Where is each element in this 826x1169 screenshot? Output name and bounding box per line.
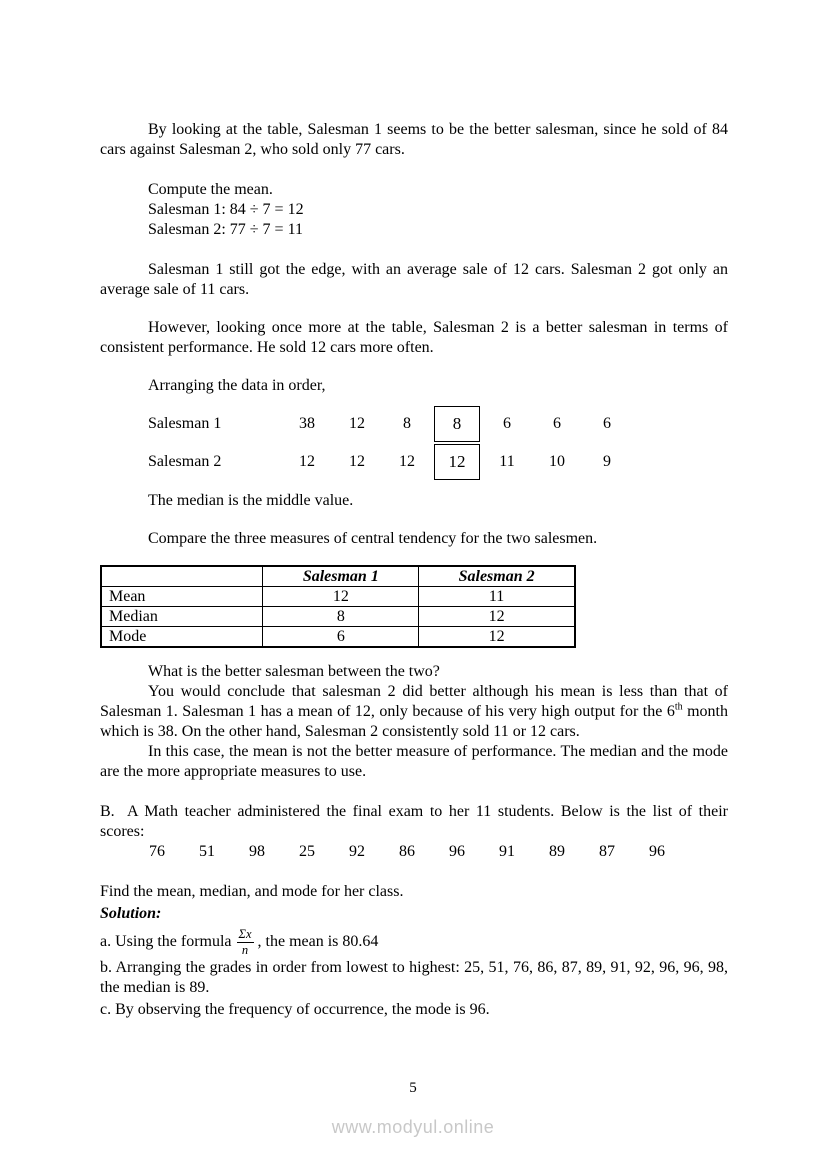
- ordered-value-text: 6: [503, 415, 511, 432]
- score-value: 96: [649, 843, 665, 860]
- ordered-value: [382, 414, 432, 434]
- ordered-value-median: [432, 406, 482, 442]
- solution-a-prefix: a. Using the formula: [100, 933, 232, 950]
- score-value: 91: [499, 843, 515, 860]
- ordered-value-text: 6: [603, 415, 611, 432]
- ordered-value-text: 9: [603, 453, 611, 470]
- score-value: 76: [149, 843, 165, 860]
- table-header-salesman1: Salesman 1: [263, 566, 419, 587]
- ordered-value: [282, 414, 332, 434]
- table-cell-median-s2: 12: [419, 607, 575, 627]
- ordered-row-label: Salesman 1: [148, 415, 222, 432]
- ordered-value: [582, 452, 632, 472]
- solution-item-b: b. Arranging the grades in order from lowest to highest: 25, 51, 76, 86, 87, 89, 91, 92, 96, 96, 98, the median is 89.: [100, 959, 728, 996]
- ordered-value: [532, 452, 582, 472]
- find-line: Find the mean, median, and mode for her class.: [100, 883, 404, 900]
- ordered-value-text: 6: [553, 415, 561, 432]
- conclude-text-before: You would conclude that salesman 2 did better although his mean is less than that of Salesman 1. Salesman 1 has a mean of 12, only because of his very high output for the 6: [100, 683, 728, 720]
- score-value: 98: [249, 843, 265, 860]
- median-value-box: [434, 444, 480, 480]
- solution-item-a: [100, 926, 728, 958]
- ordered-value-text: 11: [499, 453, 515, 470]
- score-value: 87: [599, 843, 615, 860]
- table-row-label: Mean: [101, 587, 263, 607]
- page-content: [100, 120, 728, 1020]
- section-b-paragraph: B. A Math teacher administered the final exam to her 11 students. Below is the list of their scores:: [100, 803, 728, 840]
- solution-item-c: c. By observing the frequency of occurrence, the mode is 96.: [100, 1001, 490, 1018]
- score-value: 96: [449, 843, 465, 860]
- ordered-value-text: 12: [399, 453, 415, 470]
- table-cell-mode-s1: 6: [263, 627, 419, 648]
- ordered-value-text: 12: [299, 453, 315, 470]
- ordered-row-label: Salesman 2: [148, 453, 222, 470]
- page-number: 5: [409, 1080, 417, 1096]
- paragraph-conclude: [100, 682, 728, 742]
- arranging-line: Arranging the data in order,: [148, 377, 326, 394]
- median-value-box: [434, 406, 480, 442]
- paragraph-intro: By looking at the table, Salesman 1 seems to be the better salesman, since he sold of 84 cars against Salesman 2, who sold only 77 cars.: [100, 121, 728, 158]
- solution-label: Solution:: [100, 905, 162, 922]
- compute-salesman1-line: Salesman 1: 84 ÷ 7 = 12: [148, 201, 304, 218]
- mean-formula-fraction: [237, 927, 254, 958]
- table-cell-mode-s2: 12: [419, 627, 575, 648]
- ordered-value: [382, 452, 432, 472]
- scores-row: [132, 842, 728, 862]
- ordered-value-text: 10: [549, 453, 565, 470]
- ordered-value: [482, 414, 532, 434]
- ordered-value-text: 12: [448, 452, 466, 471]
- table-cell-mean-s2: 11: [419, 587, 575, 607]
- ordered-value-text: 8: [403, 415, 411, 432]
- compute-salesman2-line: Salesman 2: 77 ÷ 7 = 11: [148, 221, 303, 238]
- ordered-value: [332, 414, 382, 434]
- table-row-mean: [101, 587, 575, 607]
- fraction-denominator: n: [241, 943, 249, 957]
- paragraph-however: However, looking once more at the table, Salesman 2 is a better salesman in terms of consistent performance. He sold 12 cars more often.: [100, 319, 728, 356]
- table-cell-median-s1: 8: [263, 607, 419, 627]
- table-row-median: [101, 607, 575, 627]
- score-value: 51: [199, 843, 215, 860]
- table-header-row: [101, 566, 575, 587]
- question-line: What is the better salesman between the two?: [148, 663, 440, 680]
- ordered-value: [282, 452, 332, 472]
- comparison-table: [100, 565, 576, 648]
- score-value: 25: [299, 843, 315, 860]
- score-value: 89: [549, 843, 565, 860]
- watermark-text: www.modyul.online: [331, 1117, 495, 1137]
- ordered-row-salesman1: [100, 405, 728, 443]
- ordered-row-salesman2: [100, 443, 728, 481]
- ordered-value: [332, 452, 382, 472]
- ordered-value: [582, 414, 632, 434]
- score-value: 86: [399, 843, 415, 860]
- table-row-label: Mode: [101, 627, 263, 648]
- score-value: 92: [349, 843, 365, 860]
- table-header-blank: [101, 566, 263, 587]
- compare-line: Compare the three measures of central tendency for the two salesmen.: [148, 530, 598, 547]
- ordered-value-text: 12: [349, 415, 365, 432]
- fraction-numerator: Σx: [238, 926, 252, 941]
- ordinal-superscript: th: [674, 701, 683, 713]
- ordered-value-text: 38: [299, 415, 315, 432]
- ordered-value: [532, 414, 582, 434]
- table-cell-mean-s1: 12: [263, 587, 419, 607]
- median-note: The median is the middle value.: [148, 492, 354, 509]
- ordered-value-median: [432, 444, 482, 480]
- ordered-value: [482, 452, 532, 472]
- ordered-data-block: [100, 405, 728, 481]
- table-row-mode: [101, 627, 575, 648]
- ordered-value-text: 12: [349, 453, 365, 470]
- compute-mean-title: Compute the mean.: [148, 181, 273, 198]
- paragraph-edge: Salesman 1 still got the edge, with an average sale of 12 cars. Salesman 2 got only an average sale of 11 cars.: [100, 261, 728, 298]
- table-row-label: Median: [101, 607, 263, 627]
- solution-a-suffix: , the mean is 80.64: [257, 933, 379, 950]
- paragraph-in-this-case: In this case, the mean is not the better measure of performance. The median and the mode are the more appropriate measures to use.: [100, 743, 728, 780]
- ordered-value-text: 8: [452, 414, 462, 433]
- table-header-salesman2: Salesman 2: [419, 566, 575, 587]
- conclude-text-after: month which is 38. On the other hand, Salesman 2 consistently sold 11 or 12 cars.: [100, 703, 729, 740]
